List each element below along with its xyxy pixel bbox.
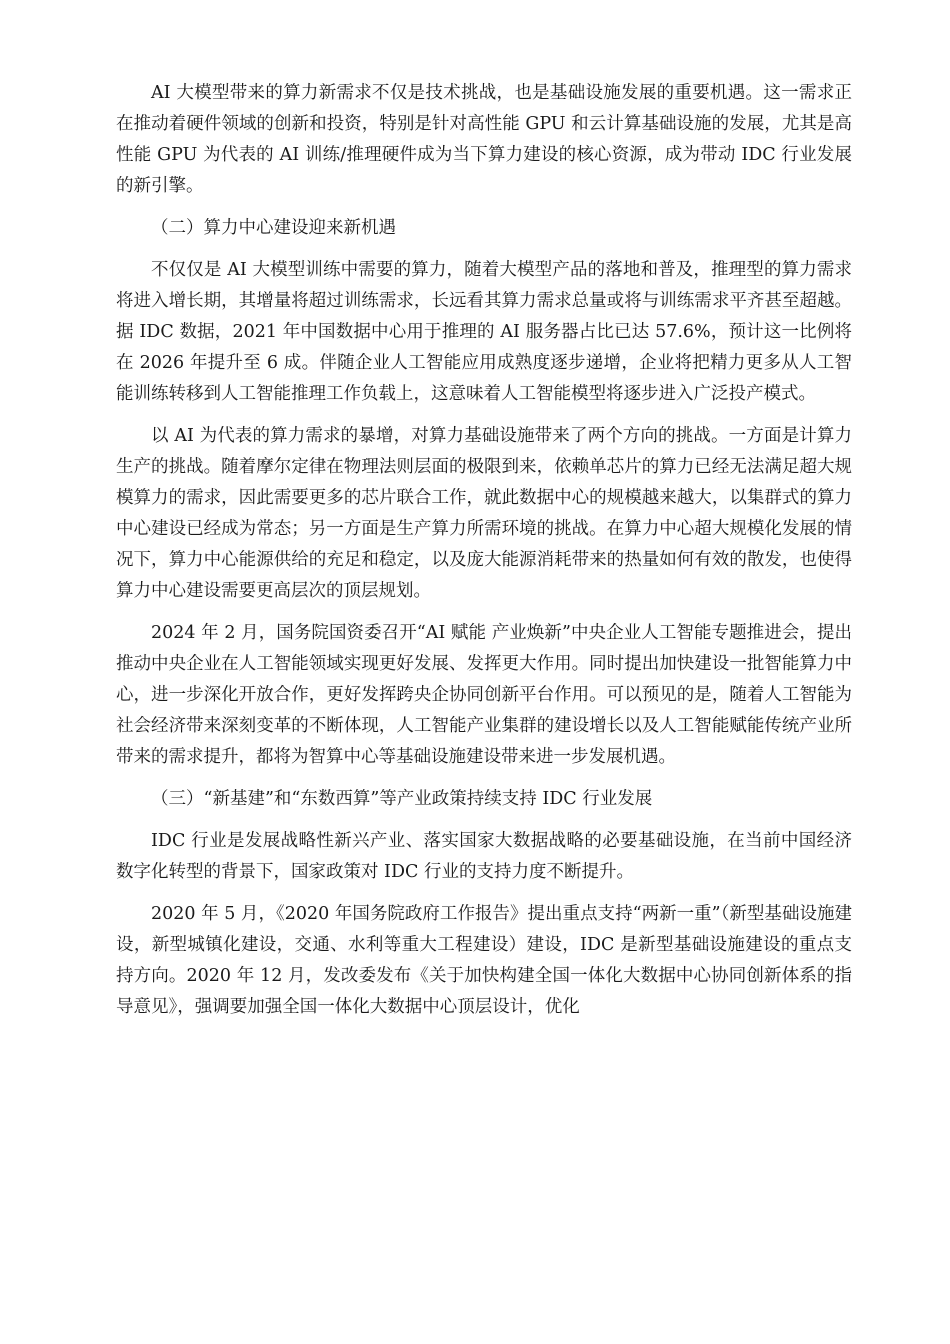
- section-heading-3: （三）“新基建”和“东数西算”等产业政策持续支持 IDC 行业发展: [151, 789, 653, 809]
- paragraph-ai-compute-opportunity: AI 大模型带来的算力新需求不仅是技术挑战，也是基础设施发展的重要机遇。这一需求正在推动着硬件领域的创新和投资，特别是针对高性能 GPU 和云计算基础设施的发展，尤其是高性能 GPU 为代表的 AI 训练/推理硬件成为当下算力建设的核心资源，成为带动 IDC 行业发展的新引擎。: [116, 83, 852, 196]
- section-heading-2: （二）算力中心建设迎来新机遇: [151, 218, 396, 238]
- document-body: [116, 78, 852, 1034]
- paragraph-infrastructure-challenges: 以 AI 为代表的算力需求的暴增，对算力基础设施带来了两个方向的挑战。一方面是计算力生产的挑战。随着摩尔定律在物理法则层面的极限到来，依赖单芯片的算力已经无法满足超大规模算力的需求，因此需要更多的芯片联合工作，就此数据中心的规模越来越大，以集群式的算力中心建设已经成为常态；另一方面是生产算力所需环境的挑战。在算力中心超大规模化发展的情况下，算力中心能源供给的充足和稳定，以及庞大能源消耗带来的热量如何有效的散发，也使得算力中心建设需要更高层次的顶层规划。: [116, 426, 852, 601]
- paragraph-idc-policy-support: IDC 行业是发展战略性新兴产业、落实国家大数据战略的必要基础设施，在当前中国经济数字化转型的背景下，国家政策对 IDC 行业的支持力度不断提升。: [116, 831, 852, 882]
- paragraph-inference-demand: 不仅仅是 AI 大模型训练中需要的算力，随着大模型产品的落地和普及，推理型的算力需求将进入增长期，其增量将超过训练需求，长远看其算力需求总量或将与训练需求平齐甚至超越。据 IDC 数据，2021 年中国数据中心用于推理的 AI 服务器占比已达 57.6%，预计这一比例将在 2026 年提升至 6 成。伴随企业人工智能应用成熟度逐步递增，企业将把精力更多从人工智能训练转移到人工智能推理工作负载上，这意味着人工智能模型将逐步进入广泛投产模式。: [116, 260, 852, 404]
- paragraph-policy-history: 2020 年 5 月，《2020 年国务院政府工作报告》提出重点支持“两新一重”（新型基础设施建设，新型城镇化建设，交通、水利等重大工程建设）建设，IDC 是新型基础设施建设的重点支持方向。2020 年 12 月，发改委发布《关于加快构建全国一体化大数据中心协同创新体系的指导意见》，强调要加强全国一体化大数据中心顶层设计，优化: [116, 904, 852, 1017]
- paragraph-sasac-meeting: 2024 年 2 月，国务院国资委召开“AI 赋能 产业焕新”中央企业人工智能专题推进会，提出推动中央企业在人工智能领域实现更好发展、发挥更大作用。同时提出加快建设一批智能算力中心，进一步深化开放合作，更好发挥跨央企协同创新平台作用。可以预见的是，随着人工智能为社会经济带来深刻变革的不断体现，人工智能产业集群的建设增长以及人工智能赋能传统产业所带来的需求提升，都将为智算中心等基础设施建设带来进一步发展机遇。: [116, 623, 852, 767]
